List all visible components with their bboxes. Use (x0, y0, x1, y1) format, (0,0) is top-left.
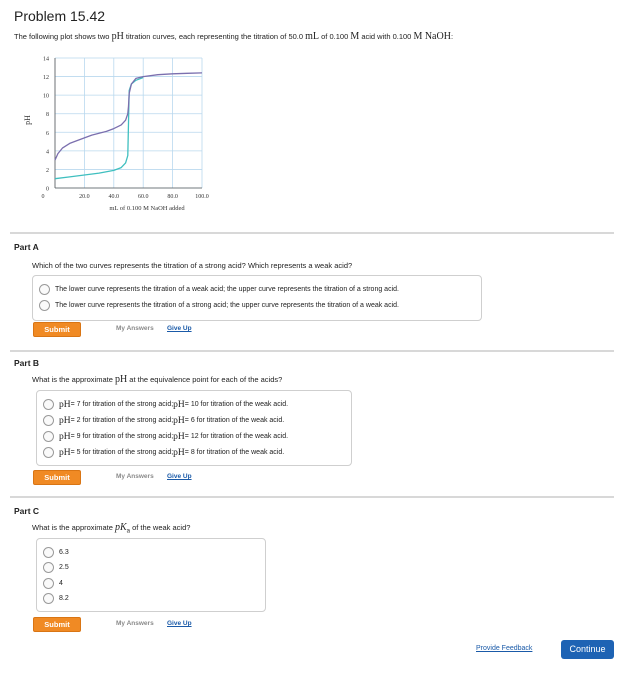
part-b-give-up-link[interactable]: Give Up (167, 473, 192, 480)
problem-intro: The following plot shows two pH titration curves, each representing the titration of 50.0 mL of 0.100 M acid with 0.100 M NaOH: (14, 31, 454, 42)
y-tick-label: 12 (43, 75, 49, 82)
provide-feedback-link[interactable]: Provide Feedback (476, 645, 533, 652)
part-c-submit-button[interactable]: Submit (33, 617, 81, 632)
y-tick-label: 10 (43, 93, 49, 100)
part-a-option[interactable]: The lower curve represents the titration of a weak acid; the upper curve represents the titration of a strong acid. (39, 284, 399, 295)
part-a-give-up-link[interactable]: Give Up (167, 325, 192, 332)
part-b-option[interactable]: pH = 7 for titration of the strong acid; pH = 10 for titration of the weak acid. (43, 399, 288, 410)
part-c-option[interactable]: 6.3 (43, 547, 69, 558)
part-b-submit-button[interactable]: Submit (33, 470, 81, 485)
part-b-my-answers[interactable]: My Answers (116, 473, 154, 480)
part-a-options (32, 275, 482, 321)
part-c-option[interactable]: 8.2 (43, 593, 69, 604)
part-b-question: What is the approximate pH at the equivalence point for each of the acids? (32, 374, 283, 385)
radio-button[interactable] (43, 578, 54, 589)
radio-button[interactable] (39, 300, 50, 311)
x-tick-label: 80.0 (167, 194, 178, 200)
part-a-my-answers[interactable]: My Answers (116, 325, 154, 332)
part-c-my-answers[interactable]: My Answers (116, 620, 154, 627)
divider (10, 350, 614, 352)
chart-series (55, 73, 202, 179)
y-tick-label: 6 (46, 130, 49, 137)
x-tick-label: 100.0 (195, 194, 209, 200)
part-b-option[interactable]: pH = 9 for titration of the strong acid; pH = 12 for titration of the weak acid. (43, 431, 288, 442)
divider (10, 496, 614, 498)
radio-button[interactable] (43, 547, 54, 558)
divider (10, 232, 614, 234)
part-c-option[interactable]: 4 (43, 578, 63, 589)
y-tick-label: 4 (46, 149, 49, 156)
part-a-submit-button[interactable]: Submit (33, 322, 81, 337)
x-tick-label: 0 (41, 194, 45, 200)
x-tick-label: 60.0 (137, 194, 149, 200)
part-b-option[interactable]: pH = 5 for titration of the strong acid; pH = 8 for titration of the weak acid. (43, 447, 284, 458)
titration-chart (22, 48, 222, 213)
part-c-question: What is the approximate $pK_a$ of the weak acid? (32, 522, 191, 535)
radio-button[interactable] (43, 415, 54, 426)
y-tick-label: 8 (46, 112, 49, 119)
chart-ticks (42, 57, 209, 201)
continue-button[interactable]: Continue (561, 640, 614, 659)
chart-y-label: pH (23, 115, 32, 125)
y-tick-label: 14 (43, 56, 49, 63)
part-a-question: Which of the two curves represents the titration of a strong acid? Which represents a weak acid? (32, 261, 353, 270)
part-b-options (36, 390, 352, 466)
part-c-option[interactable]: 2.5 (43, 562, 69, 573)
part-c-options (36, 538, 266, 612)
radio-button[interactable] (43, 431, 54, 442)
y-tick-label: 0 (46, 186, 49, 193)
radio-button[interactable] (43, 447, 54, 458)
part-c-give-up-link[interactable]: Give Up (167, 620, 192, 627)
x-tick-label: 20.0 (79, 194, 90, 200)
radio-button[interactable] (43, 562, 54, 573)
radio-button[interactable] (43, 593, 54, 604)
part-a-option[interactable]: The lower curve represents the titration of a strong acid; the upper curve represents the titration of a weak acid. (39, 300, 399, 311)
part-b-label: Part B (14, 358, 40, 368)
part-a-label: Part A (14, 242, 39, 252)
radio-button[interactable] (43, 399, 54, 410)
x-tick-label: 40.0 (108, 194, 120, 200)
chart-x-label: mL of 0.100 M NaOH added (109, 205, 185, 212)
problem-title: Problem 15.42 (14, 8, 106, 24)
part-b-option[interactable]: pH = 2 for titration of the strong acid; pH = 6 for titration of the weak acid. (43, 415, 284, 426)
y-tick-label: 2 (46, 167, 49, 174)
part-c-label: Part C (14, 506, 40, 516)
radio-button[interactable] (39, 284, 50, 295)
